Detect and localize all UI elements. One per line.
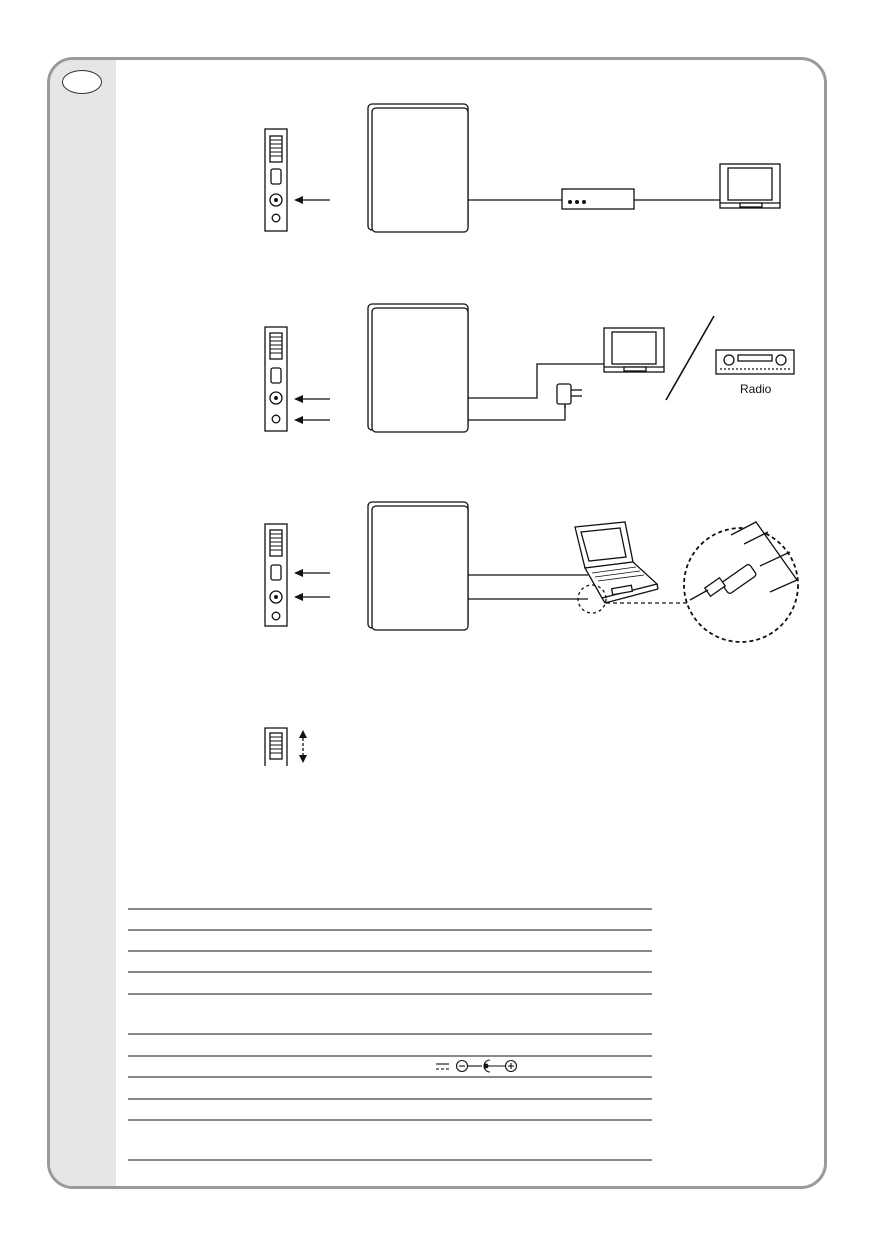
device-body [368, 502, 468, 630]
radio-icon [716, 350, 794, 374]
figure-3 [265, 502, 798, 642]
tv-icon [604, 328, 664, 372]
radio-label: Radio [740, 382, 772, 396]
connection-arrow [294, 569, 330, 577]
device-body [368, 304, 468, 432]
spec-table [128, 909, 652, 1160]
set-top-box [562, 189, 634, 209]
connection-arrow [294, 416, 330, 424]
figure-2 [265, 304, 794, 432]
or-separator [666, 316, 714, 400]
device-side-panel [265, 524, 287, 626]
device-side-panel [265, 129, 287, 231]
usb-zoom-detail [684, 522, 798, 642]
figure-1 [265, 104, 780, 232]
connection-arrow [294, 196, 330, 204]
dc-polarity-icon [436, 1060, 517, 1072]
device-side-panel [265, 327, 287, 431]
up-down-arrow-icon [299, 730, 307, 763]
volume-wheel-panel [265, 728, 287, 766]
figure-4 [265, 728, 307, 766]
connection-arrow [294, 395, 330, 403]
av-cable [468, 364, 604, 398]
power-cable [468, 405, 565, 420]
usb-plug-icon [690, 564, 757, 600]
connection-arrow [294, 593, 330, 601]
tv-icon [720, 164, 780, 208]
device-body [368, 104, 468, 232]
power-adapter-icon [557, 384, 582, 408]
laptop-icon [575, 522, 658, 603]
